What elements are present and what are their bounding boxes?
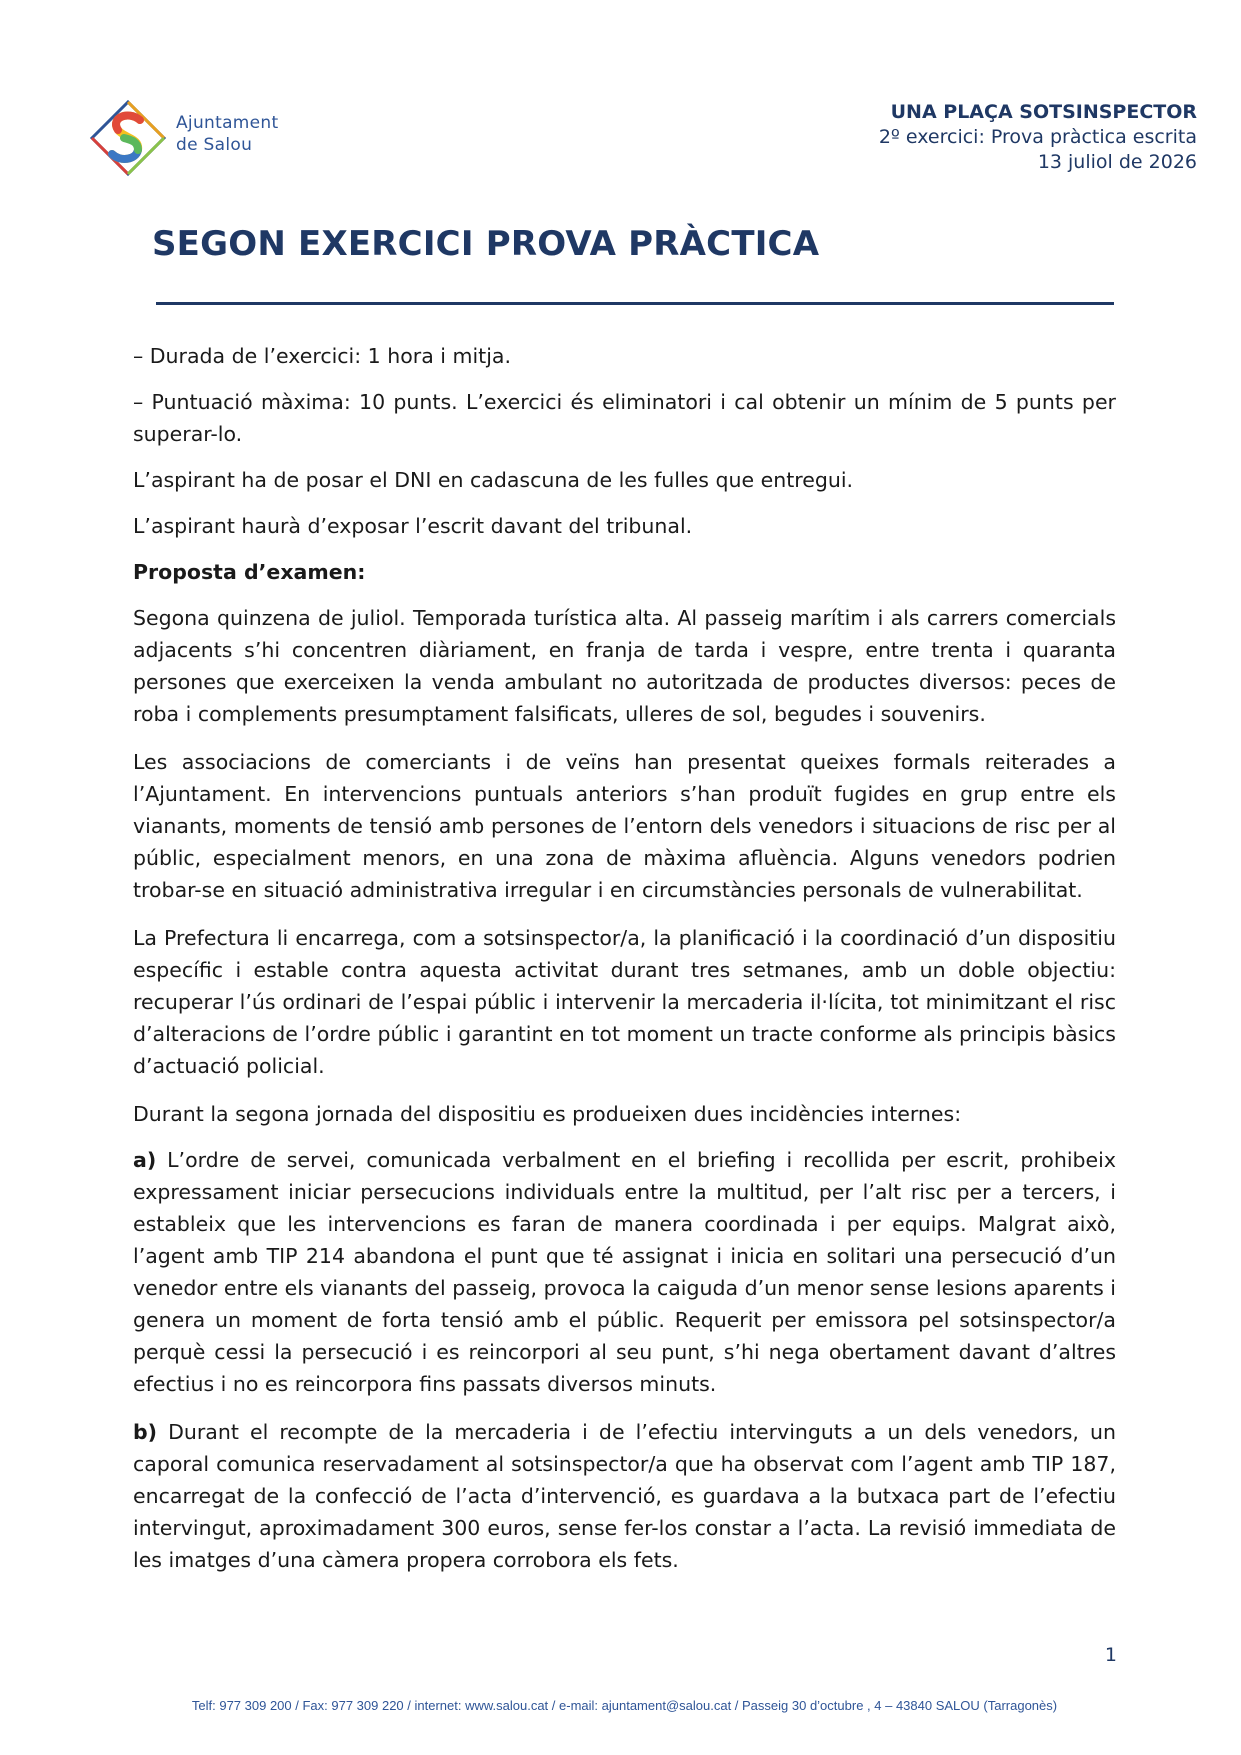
salou-logo-icon bbox=[88, 98, 168, 178]
page-title: SEGON EXERCICI PROVA PRÀCTICA bbox=[152, 224, 820, 264]
org-line-2: de Salou bbox=[176, 135, 253, 155]
incident-b-label: b) bbox=[133, 1420, 158, 1444]
incident-a bbox=[133, 1144, 1116, 1400]
tribunal-paragraph: L’aspirant haurà d’exposar l’escrit davant del tribunal. bbox=[133, 514, 693, 538]
page-number: 1 bbox=[1104, 1644, 1117, 1666]
score-paragraph: – Puntuació màxima: 10 punts. L’exercici és eliminatori i cal obtenir un mínim de 5 punts per superar-lo. bbox=[133, 390, 1116, 446]
scenario-paragraph-1: Segona quinzena de juliol. Temporada turística alta. Al passeig marítim i als carrers comercials adjacents s’hi concentren diàriament, en franja de tarda i vespre, entre trenta i quaranta persones que exerceixen la venda ambulant no autoritzada de productes diversos: peces de roba i complements presumptament falsificats, ulleres de sol, begudes i souvenirs. bbox=[133, 606, 1116, 726]
incident-b bbox=[133, 1416, 1116, 1576]
document-body bbox=[133, 340, 1116, 1592]
org-line-1: Ajuntament bbox=[176, 113, 279, 133]
incident-a-label: a) bbox=[133, 1148, 157, 1172]
dni-paragraph: L’aspirant ha de posar el DNI en cadascuna de les fulles que entregui. bbox=[133, 468, 854, 492]
incidents-intro: Durant la segona jornada del dispositiu es produeixen dues incidències internes: bbox=[133, 1102, 962, 1126]
organization-name bbox=[176, 112, 278, 156]
exam-date: 13 juliol de 2026 bbox=[1037, 151, 1197, 173]
ajuntament-logo bbox=[88, 98, 368, 178]
scenario-paragraph-2: Les associacions de comerciants i de veïns han presentat queixes formals reiterades a l’Ajuntament. En intervencions puntuals anteriors s’han produït fugides en grup entre els vianants, moments de tensió amb persones de l’entorn dels venedors i situacions de risc per al públic, especialment menors, en una zona de màxima afluència. Alguns venedors podrien trobar-se en situació administrativa irregular i en circumstàncies personals de vulnerabilitat. bbox=[133, 750, 1116, 902]
exam-exercise: 2º exercici: Prova pràctica escrita bbox=[878, 126, 1197, 148]
scenario-paragraph-3: La Prefectura li encarrega, com a sotsinspector/a, la planificació i la coordinació d’un dispositiu específic i estable contra aquesta activitat durant tres setmanes, amb un doble objectiu: recuperar l’ús ordinari de l’espai públic i intervenir la mercaderia il·lícita, tot minimitzant el risc d’alteracions de l’ordre públic i garantint en tot moment un tracte conforme als principis bàsics d’actuació policial. bbox=[133, 926, 1116, 1078]
exam-position: UNA PLAÇA SOTSINSPECTOR bbox=[890, 101, 1197, 123]
title-underline bbox=[156, 302, 1114, 305]
incident-a-text: L’ordre de servei, comunicada verbalment en el briefing i recollida per escrit, prohibeix expressament iniciar persecucions individuals entre la multitud, per l’alt risc per a tercers, i estableix que les intervencions es faran de manera coordinada i per equips. Malgrat això, l’agent amb TIP 214 abandona el punt que té assignat i inicia en solitari una persecució d’un venedor entre els vianants del passeig, provoca la caiguda d’un menor sense lesions aparents i genera un moment de forta tensió amb el públic. Requerit per emissora pel sotsinspector/a perquè cessi la persecució i es reincorpori al seu punt, s’hi nega obertament davant d’altres efectius i no es reincorpora fins passats diversos minuts. bbox=[133, 1148, 1116, 1396]
duration-paragraph: – Durada de l’exercici: 1 hora i mitja. bbox=[133, 344, 511, 368]
proposal-heading: Proposta d’examen: bbox=[133, 560, 366, 584]
contact-footer: Telf: 977 309 200 / Fax: 977 309 220 / internet: www.salou.cat / e-mail: ajuntament@salou.cat / Passeig 30 d’octubre , 4 – 43840 SALOU (Tarragonès) bbox=[191, 1698, 1058, 1713]
exam-header bbox=[879, 100, 1197, 175]
incident-b-text: Durant el recompte de la mercaderia i de l’efectiu intervinguts a un dels venedors, un caporal comunica reservadament al sotsinspector/a que ha observat com l’agent amb TIP 187, encarregat de la confecció de l’acta d’intervenció, es guardava a la butxaca part de l’efectiu intervingut, aproximadament 300 euros, sense fer-los constar a l’acta. La revisió immediata de les imatges d’una càmera propera corrobora els fets. bbox=[133, 1420, 1116, 1572]
